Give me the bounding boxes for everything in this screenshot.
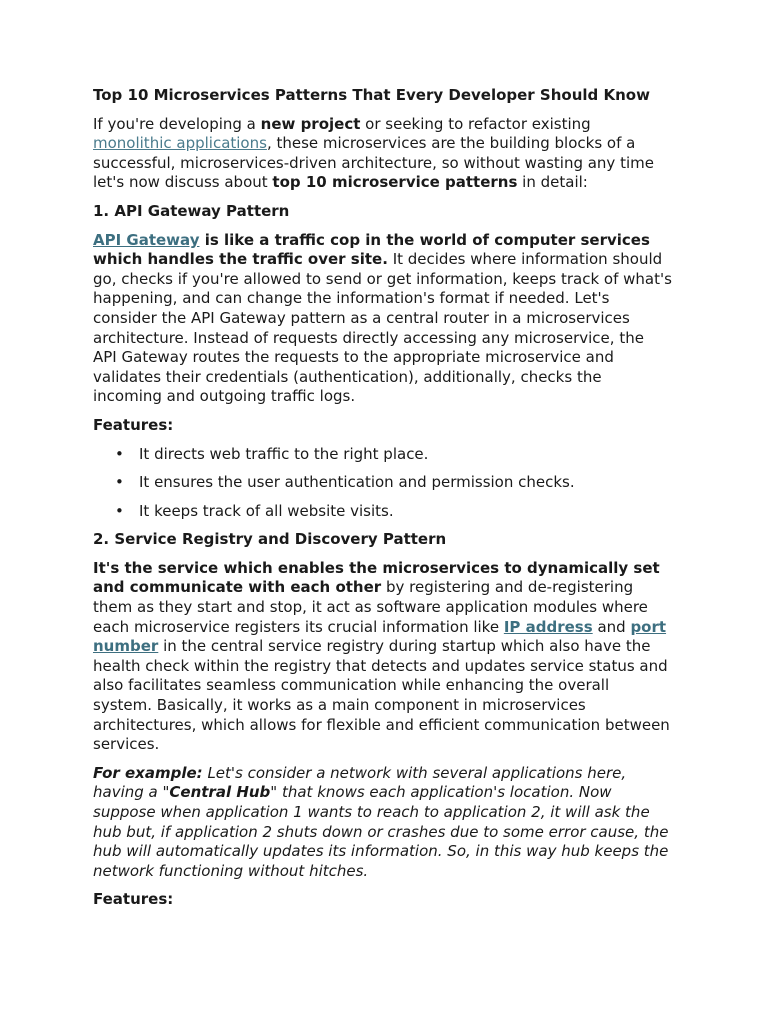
list-item — [93, 473, 672, 493]
intro-text: in detail: — [517, 173, 588, 192]
list-item-text: It ensures the user authentication and permission checks. — [139, 473, 575, 492]
example-paragraph — [93, 764, 672, 882]
example-text: Let's consider a network with several applications here, having a " — [93, 763, 627, 802]
ip-address-link[interactable]: IP address — [503, 617, 593, 636]
section-1-paragraph — [93, 231, 672, 407]
section-1-bold-text: is like a traffic cop in the world of computer services which handles the traffic over site. — [93, 230, 650, 269]
section-2-text: in the central service registry during startup which also have the health check within the registry that detects and updates service status and also facilitates seamless communication while enhancing the overall system. Basically, it works as a main component in microservices architectures, which allows for flexible and efficient communication between services. — [93, 637, 670, 754]
article-title: Top 10 Microservices Patterns That Every Developer Should Know — [93, 86, 650, 104]
bullet-icon: • — [115, 501, 124, 520]
section-2-paragraph — [93, 559, 672, 755]
section-2-text: by registering and de-registering them as they start and stop, it act as software application modules where each microservice registers its crucial information like — [93, 578, 648, 636]
api-gateway-link[interactable]: API Gateway — [93, 230, 200, 249]
intro-text: or seeking to refactor existing — [360, 114, 591, 133]
section-1-features-label: Features: — [93, 415, 174, 434]
section-1-features-list — [93, 445, 672, 522]
intro-text: , these microservices are the building blocks of a successful, microservices-driven architecture, so without wasting any time let's now discuss about — [93, 134, 654, 192]
list-item-text: It keeps track of all website visits. — [139, 501, 394, 520]
list-item — [93, 445, 672, 465]
list-item-text: It directs web traffic to the right place. — [139, 444, 429, 463]
section-2-bold-text: It's the service which enables the microservices to dynamically set and communicate with each other — [93, 558, 660, 597]
port-number-link[interactable]: port number — [93, 617, 667, 656]
section-2-heading: 2. Service Registry and Discovery Pattern — [93, 530, 447, 549]
intro-bold-patterns: top 10 microservice patterns — [272, 173, 518, 192]
section-2-features-label: Features: — [93, 890, 174, 909]
monolithic-applications-link[interactable]: monolithic applications — [93, 134, 267, 153]
bullet-icon: • — [115, 444, 124, 463]
example-text: " that knows each application's location. Now suppose when application 1 wants to reach to application 2, it will ask the hub but, if application 2 shuts down or crashes due to some error cause, the hub will automatically updates its information. So, in this way hub keeps the network functioning without hitches. — [93, 783, 669, 880]
section-1-heading: 1. API Gateway Pattern — [93, 201, 290, 220]
example-label: For example: — [93, 763, 203, 782]
intro-paragraph — [93, 115, 672, 193]
list-item — [93, 502, 672, 522]
intro-bold-new-project: new project — [260, 114, 361, 133]
intro-text: If you're developing a — [93, 114, 261, 133]
example-bold-central-hub: Central Hub — [169, 783, 271, 802]
section-2-text: and — [592, 617, 631, 636]
bullet-icon: • — [115, 473, 124, 492]
section-1-text: It decides where information should go, checks if you're allowed to send or get information, keeps track of what's happening, and can change the information's format if needed. Let's consider the API Gateway pattern as a central router in a microservices architecture. Instead of requests directly accessing any microservice, the API Gateway routes the requests to the appropriate microservice and validates their credentials (authentication), additionally, checks the incoming and outgoing traffic logs. — [93, 250, 672, 406]
